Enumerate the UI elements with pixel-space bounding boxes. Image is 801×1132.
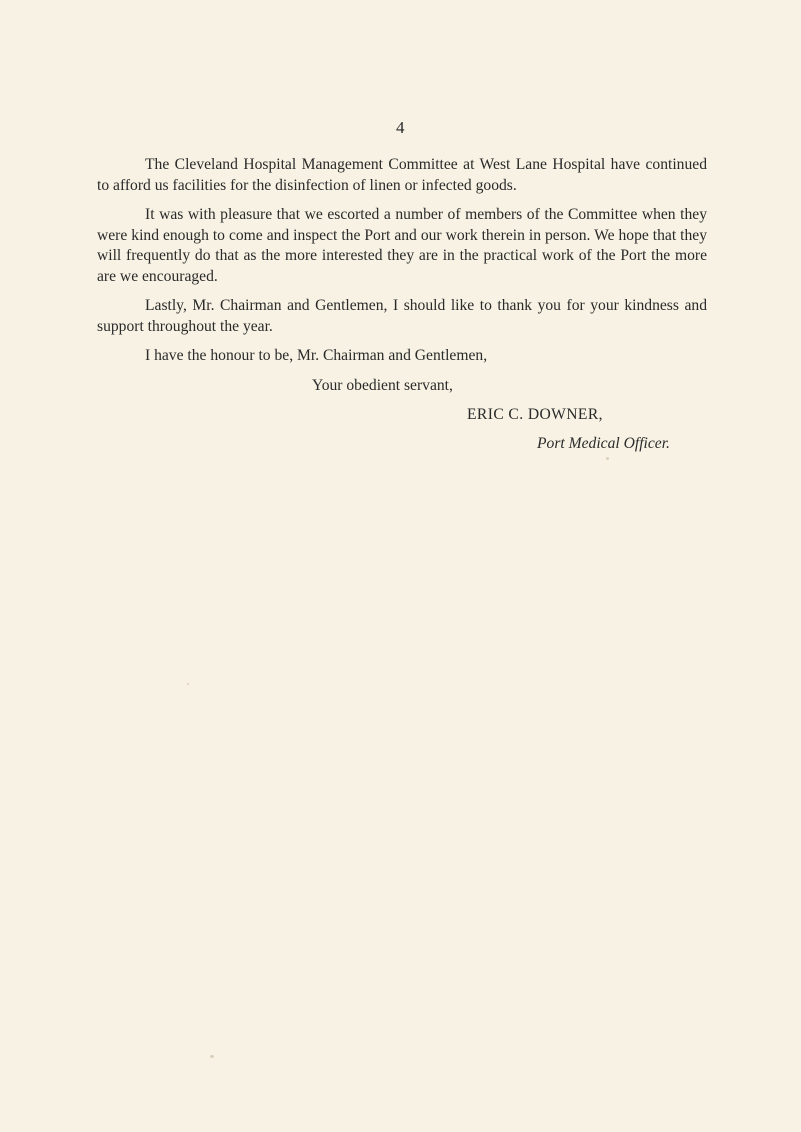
signatory-title: Port Medical Officer. — [537, 434, 670, 452]
paper-speck — [606, 457, 609, 460]
paper-speck — [210, 1055, 214, 1058]
signatory-name: ERIC C. DOWNER, — [467, 406, 603, 423]
letter-body — [97, 155, 707, 454]
paper-speck — [187, 683, 189, 685]
page-number: 4 — [396, 118, 405, 137]
paragraph-disinfection: The Cleveland Hospital Management Committee at West Lane Hospital have continued to afford us facilities for the disinfection of linen or infected goods. — [97, 156, 707, 194]
paragraph-committee-visit: It was with pleasure that we escorted a number of members of the Committee when they were kind enough to come and inspect the Port and our work therein in person. We hope that they will frequently do that as the more interested they are in the practical work of the Port the more are we encouraged. — [97, 206, 707, 285]
paragraph-thanks: Lastly, Mr. Chairman and Gentlemen, I should like to thank you for your kindness and support throughout the year. — [97, 297, 707, 335]
valediction: Your obedient servant, — [312, 376, 453, 394]
closing-line: I have the honour to be, Mr. Chairman and Gentlemen, — [145, 347, 488, 364]
